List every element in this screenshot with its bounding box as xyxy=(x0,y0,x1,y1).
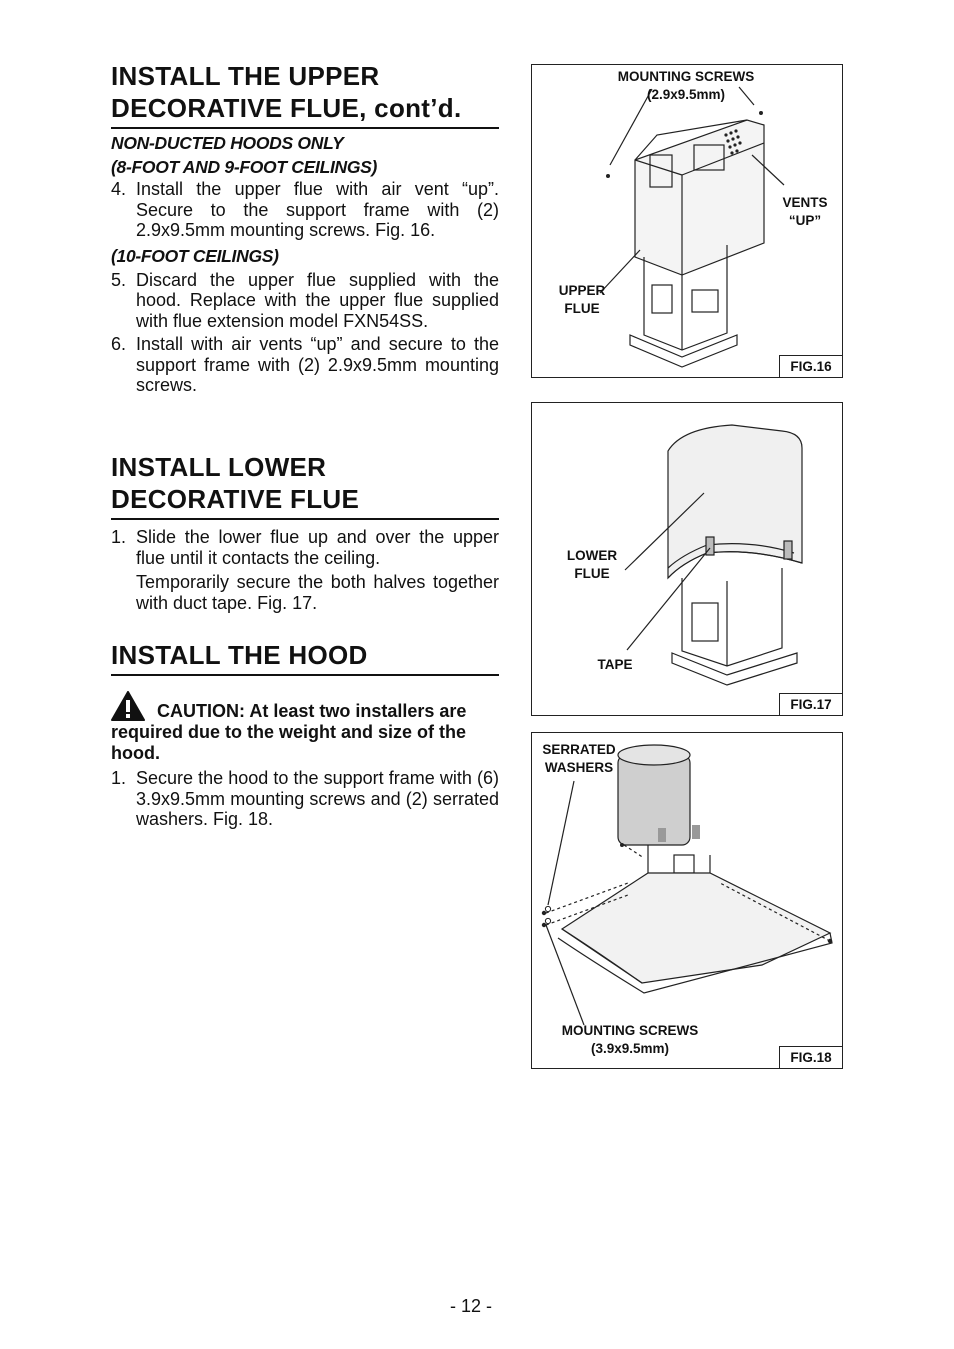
label-line: WASHERS xyxy=(544,760,614,775)
warning-icon xyxy=(111,691,145,721)
figure-17 xyxy=(531,402,843,716)
section-heading-hood xyxy=(111,639,499,676)
label-line: VENTS xyxy=(782,195,828,210)
label-line: MOUNTING SCREWS xyxy=(617,69,755,84)
step-5 xyxy=(111,270,499,332)
step-number: 6. xyxy=(111,334,127,354)
section-upper-flue xyxy=(111,60,499,396)
figure-18 xyxy=(531,732,843,1069)
figure-tag: FIG.17 xyxy=(779,693,843,716)
label-upper-flue xyxy=(554,282,610,318)
label-mounting-screws xyxy=(606,68,766,104)
label-line: “UP” xyxy=(788,213,822,228)
step-text: Discard the upper flue supplied with the hood. Replace with the upper flue supplied with flue extension model FXN54SS. xyxy=(136,269,499,331)
subheading-ceilings: (8-FOOT AND 9-FOOT CEILINGS) xyxy=(111,157,378,177)
section-install-hood xyxy=(111,639,499,830)
step-text: Install the upper flue with air vent “up”. Secure to the support frame with (2) 2.9x9.5mm mounting screws. Fig. 16. xyxy=(136,179,499,240)
step-number: 5. xyxy=(111,269,127,290)
step-text: Secure the hood to the support frame with (6) 3.9x9.5mm mounting screws and (2) serrated washers. Fig. 18. xyxy=(136,768,499,829)
step-number: 1. xyxy=(111,527,127,547)
figure-tag: FIG.16 xyxy=(779,355,843,378)
step-1-hood xyxy=(111,768,499,830)
step-6 xyxy=(111,334,499,396)
step-text: Slide the lower flue up and over the upper flue until it contacts the ceiling. xyxy=(136,527,499,568)
hood-illustration xyxy=(532,733,842,1068)
step-number: 4. xyxy=(111,179,127,199)
subheading-non-ducted: NON-DUCTED HOODS ONLY xyxy=(111,133,344,153)
caution-text: CAUTION: At least two installers are required due to the weight and size of the hood. xyxy=(111,701,467,763)
label-line: FLUE xyxy=(574,566,610,581)
step-1-lower xyxy=(111,527,499,568)
label-tape xyxy=(590,656,640,674)
label-line: MOUNTING SCREWS xyxy=(561,1023,699,1038)
label-line: FLUE xyxy=(564,301,600,316)
label-line: UPPER xyxy=(558,283,606,298)
label-line: SERRATED xyxy=(542,742,616,757)
heading-line: INSTALL LOWER xyxy=(111,452,327,482)
step-4 xyxy=(111,179,499,241)
section-heading-lower-flue xyxy=(111,451,499,520)
step-number: 1. xyxy=(111,768,127,788)
step-text: Install with air vents “up” and secure to the support frame with (2) 2.9x9.5mm mounting screws. xyxy=(136,334,499,395)
label-mounting-screws-hood xyxy=(550,1022,710,1058)
step-paragraph: Temporarily secure the both halves together with duct tape. Fig. 17. xyxy=(136,572,499,613)
label-line: (2.9x9.5mm) xyxy=(646,87,726,102)
section-heading-upper-flue xyxy=(111,60,499,129)
label-serrated-washers xyxy=(534,741,624,777)
heading-line: INSTALL THE UPPER xyxy=(111,61,380,91)
label-line: TAPE xyxy=(597,657,633,672)
label-lower-flue xyxy=(562,547,622,583)
section-lower-flue xyxy=(111,451,499,613)
caution-note xyxy=(111,701,499,764)
figure-tag: FIG.18 xyxy=(779,1046,843,1069)
figure-16 xyxy=(531,64,843,378)
subheading-10-foot: (10-FOOT CEILINGS) xyxy=(111,245,279,266)
label-line: LOWER xyxy=(566,548,618,563)
heading-line: DECORATIVE FLUE xyxy=(111,484,360,514)
heading-line: DECORATIVE FLUE, cont’d. xyxy=(111,93,462,123)
page-number: - 12 - xyxy=(450,1296,493,1316)
label-line: (3.9x9.5mm) xyxy=(590,1041,670,1056)
label-vents-up xyxy=(778,194,832,230)
heading-line: INSTALL THE HOOD xyxy=(111,640,368,670)
